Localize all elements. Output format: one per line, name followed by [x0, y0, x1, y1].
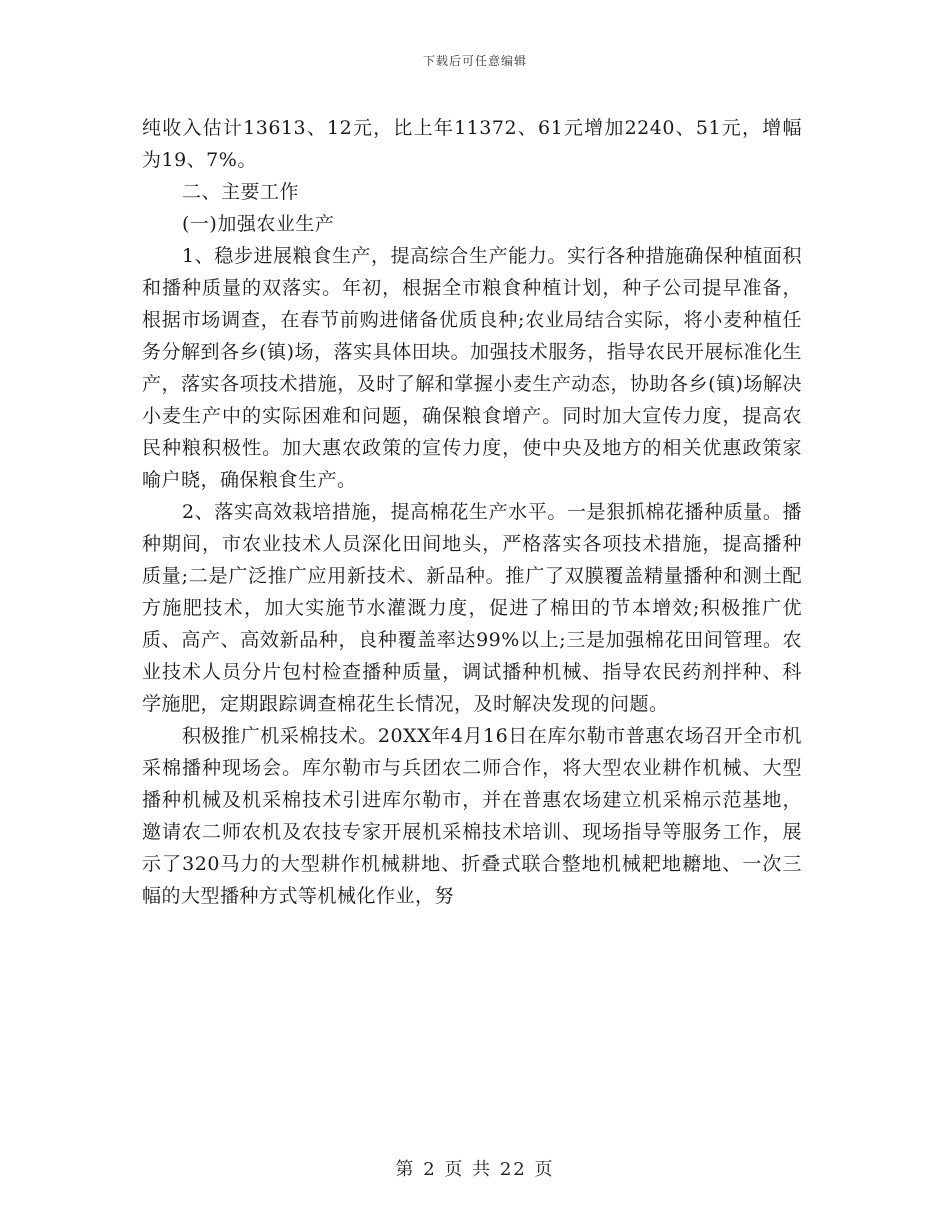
section-heading-main-work: 二、主要工作 — [182, 181, 300, 203]
subsection-heading-agriculture: (一)加强农业生产 — [182, 213, 335, 235]
paragraph-grain-production: 1、稳步进展粮食生产，提高综合生产能力。实行各种措施确保种植面积和播种质量的双落实。年初，根据全市粮食种植计划，种子公司提早准备，根据市场调查，在春节前购进储备优质良种;农业局结合实际，将小麦种植任务分解到各乡(镇)场，落实具体田块。加强技术服务，指导农民开展标准化生产，落实各项技术措施，及时了解和掌握小麦生产动态，协助各乡(镇)场解决小麦生产中的实际困难和问题，确保粮食增产。同时加大宣传力度，提高农民种粮积极性。加大惠农政策的宣传力度，使中央及地方的相关优惠政策家喻户晓，确保粮食生产。 — [142, 245, 802, 491]
page-header-note: 下载后可任意编辑 — [422, 54, 527, 68]
paragraph-income: 纯收入估计13613、12元，比上年11372、61元增加2240、51元，增幅为19、7%。 — [142, 117, 802, 171]
paragraph-cotton-production: 2、落实高效栽培措施，提高棉花生产水平。一是狠抓棉花播种质量。播种期间，市农业技术人员深化田间地头，严格落实各项技术措施，提高播种质量;二是广泛推广应用新技术、新品种。推广了双膜覆盖精量播种和测土配方施肥技术，加大实施节水灌溉力度，促进了棉田的节本增效;积极推广优质、高产、高效新品种，良种覆盖率达99%以上;三是加强棉花田间管理。农业技术人员分片包村检查播种质量，调试播种机械、指导农民药剂拌种、科学施肥，定期跟踪调查棉花生长情况，及时解决发现的问题。 — [142, 501, 802, 715]
page-number: 第 2 页 共 22 页 — [395, 1159, 555, 1180]
document-body — [142, 112, 802, 912]
paragraph-machine-cotton: 积极推广机采棉技术。20XX年4月16日在库尔勒市普惠农场召开全市机采棉播种现场会。库尔勒市与兵团农二师合作，将大型农业耕作机械、大型播种机械及机采棉技术引进库尔勒市，并在普惠农场建立机采棉示范基地，邀请农二师农机及农技专家开展机采棉技术培训、现场指导等服务工作，展示了320马力的大型耕作机械耕地、折叠式联合整地机械耙地耱地、一次三幅的大型播种方式等机械化作业，努 — [142, 725, 802, 907]
